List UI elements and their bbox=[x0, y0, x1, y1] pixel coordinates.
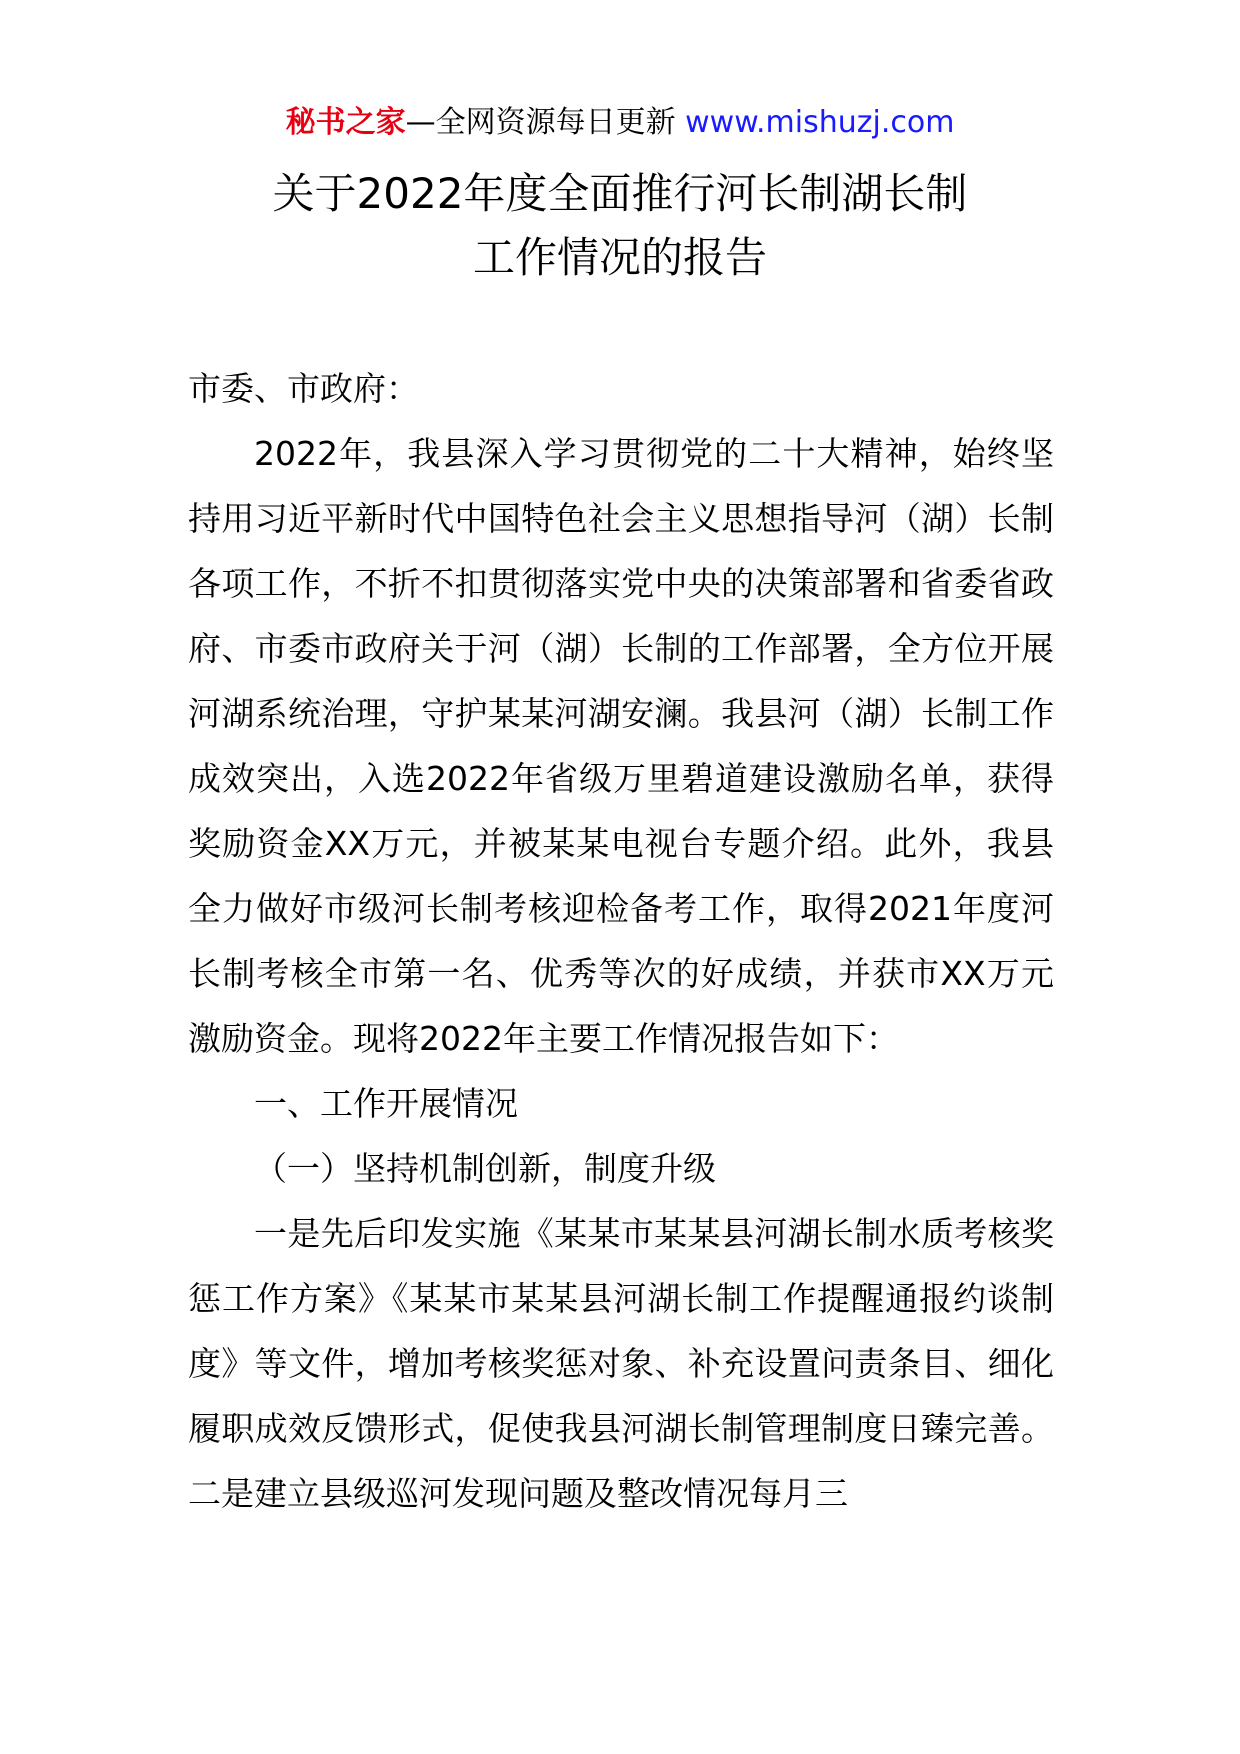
document-title bbox=[0, 162, 1240, 290]
salutation: 市委、市政府： bbox=[188, 369, 419, 408]
banner-brand: 秘书之家 bbox=[285, 105, 406, 140]
banner-url-link[interactable]: www.mishuzj.com bbox=[685, 105, 955, 140]
document-body bbox=[188, 356, 1054, 1526]
paragraph-mechanism: 一是先后印发实施《某某市某某县河湖长制水质考核奖惩工作方案》《某某市某某县河湖长制工作提醒通报约谈制度》等文件，增加考核奖惩对象、补充设置问责条目、细化履职成效反馈形式，促使我县河湖长制管理制度日臻完善。二是建立县级巡河发现问题及整改情况每月三 bbox=[188, 1214, 1054, 1513]
document-title-line-1: 关于2022年度全面推行河长制湖长制 bbox=[272, 169, 968, 218]
paragraph-intro: 2022年，我县深入学习贯彻党的二十大精神，始终坚持用习近平新时代中国特色社会主义思想指导河（湖）长制各项工作，不折不扣贯彻落实党中央的决策部署和省委省政府、市委市政府关于河（湖）长制的工作部署，全方位开展河湖系统治理，守护某某河湖安澜。我县河（湖）长制工作成效突出，入选2022年省级万里碧道建设激励名单，获得奖励资金XX万元，并被某某电视台专题介绍。此外，我县全力做好市级河长制考核迎检备考工作，取得2021年度河长制考核全市第一名、优秀等次的好成绩，并获市XX万元激励资金。现将2022年主要工作情况报告如下： bbox=[188, 434, 1054, 1058]
banner-slogan: —全网资源每日更新 bbox=[405, 105, 686, 140]
site-banner bbox=[0, 100, 1240, 146]
section-heading: 一、工作开展情况 bbox=[254, 1084, 518, 1123]
subsection-heading: （一）坚持机制创新，制度升级 bbox=[254, 1149, 716, 1188]
document-title-line-2: 工作情况的报告 bbox=[472, 233, 767, 282]
